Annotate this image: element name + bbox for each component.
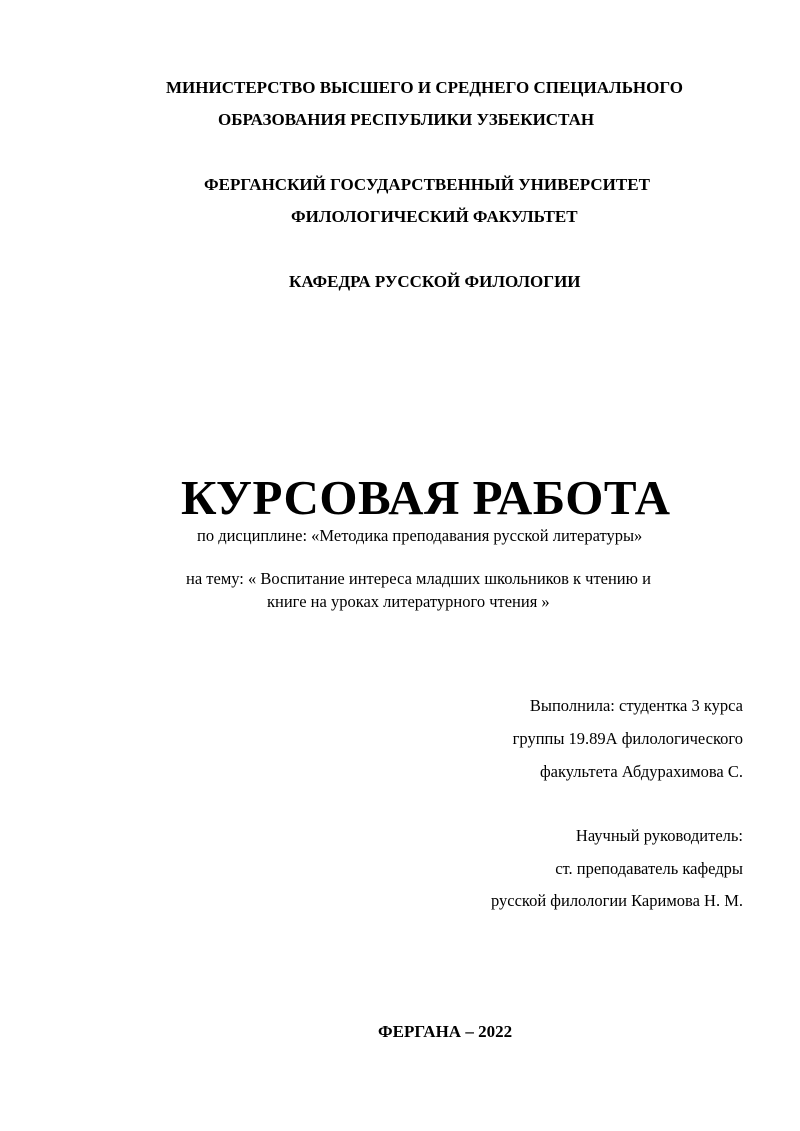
city-year: ФЕРГАНА – 2022 [378, 1022, 513, 1041]
topic-line-2: книге на уроках литературного чтения » [267, 592, 550, 611]
faculty-name: ФИЛОЛОГИЧЕСКИЙ ФАКУЛЬТЕТ [291, 207, 578, 226]
ministry-line-1: МИНИСТЕРСТВО ВЫСШЕГО И СРЕДНЕГО СПЕЦИАЛЬНОГО [166, 78, 683, 97]
ministry-line-2: ОБРАЗОВАНИЯ РЕСПУБЛИКИ УЗБЕКИСТАН [218, 110, 595, 129]
supervisor-line-1: Научный руководитель: [575, 826, 743, 845]
supervisor-line-2: ст. преподаватель кафедры [555, 859, 743, 878]
document-title: КУРСОВАЯ РАБОТА [181, 470, 671, 525]
university-name: ФЕРГАНСКИЙ ГОСУДАРСТВЕННЫЙ УНИВЕРСИТЕТ [204, 175, 650, 194]
supervisor-line-3: русской филологии Каримова Н. М. [490, 891, 743, 910]
topic-line-1: на тему: « Воспитание интереса младших школьников к чтению и [186, 569, 651, 588]
author-line-1: Выполнила: студентка 3 курса [529, 696, 743, 715]
author-line-2: группы 19.89А филологического [512, 729, 743, 748]
discipline-line: по дисциплине: «Методика преподавания русской литературы» [197, 526, 643, 545]
author-line-3: факультета Абдурахимова С. [539, 762, 743, 781]
department-name: КАФЕДРА РУССКОЙ ФИЛОЛОГИИ [289, 272, 581, 291]
